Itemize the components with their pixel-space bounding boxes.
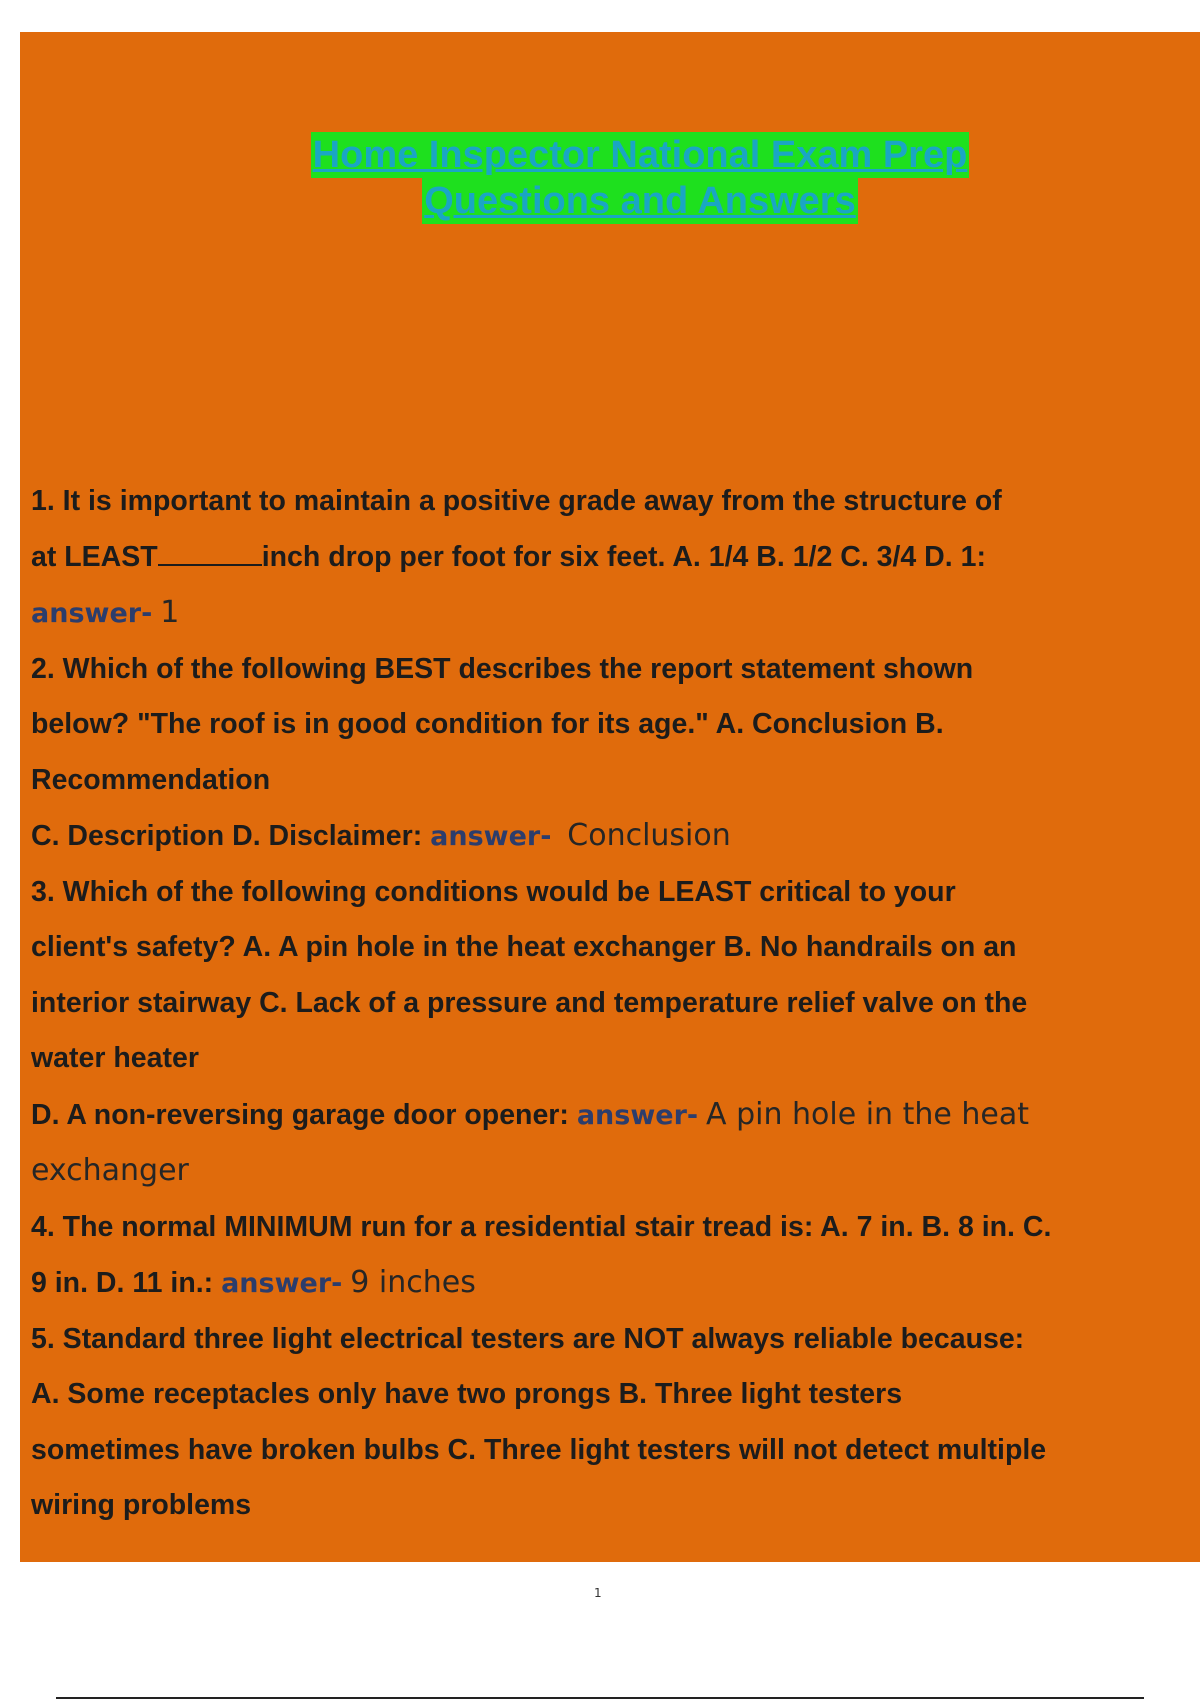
- q4-line-1: 4. The normal MINIMUM run for a residential stair tread is: A. 7 in. B. 8 in. C.: [31, 1210, 1052, 1243]
- q4-line-2-text: 9 in. D. 11 in.:: [31, 1267, 214, 1299]
- q3-line-3: interior stairway C. Lack of a pressure and temperature relief valve on the: [31, 986, 1028, 1019]
- q4-answer: 9 inches: [350, 1265, 476, 1300]
- page-number: 1: [594, 1586, 602, 1600]
- q1-line-2-before: at LEAST: [31, 540, 158, 573]
- q2-line-4: [31, 808, 1191, 865]
- q1-line-2: [31, 530, 1191, 586]
- orange-page-block: [20, 32, 1200, 1562]
- q3-line-4: water heater: [31, 1042, 199, 1074]
- q1-answer-line: [31, 585, 1191, 642]
- document-title: [20, 132, 1200, 224]
- q3-line-2: client's safety? A. A pin hole in the heat exchanger B. No handrails on an: [31, 931, 1017, 963]
- q2-line-2: below? "The roof is in good condition for its age." A. Conclusion B.: [31, 708, 944, 740]
- q5-line-2: A. Some receptacles only have two prongs B. Three light testers: [31, 1378, 903, 1410]
- q3-line-1: 3. Which of the following conditions would be LEAST critical to your: [31, 875, 956, 908]
- q2-line-4-text: C. Description D. Disclaimer:: [31, 820, 423, 852]
- q5-line-4: wiring problems: [31, 1489, 252, 1521]
- q2-line-3: Recommendation: [31, 763, 271, 796]
- title-line-1: Home Inspector National Exam Prep: [312, 134, 968, 176]
- q3-answer-part-1: A pin hole in the heat: [706, 1096, 1029, 1132]
- question-list: [31, 474, 1191, 1534]
- title-line-2: Questions and Answers: [424, 180, 856, 222]
- answer-label: answer-: [576, 1099, 699, 1131]
- q4-line-2: [31, 1255, 1191, 1312]
- answer-label: answer-: [221, 1268, 343, 1299]
- answer-label: answer-: [430, 821, 552, 852]
- q2-line-1: 2. Which of the following BEST describes the report statement shown: [31, 652, 974, 685]
- q2-answer: Conclusion: [567, 818, 731, 853]
- q3-answer-continued: [31, 1143, 1191, 1200]
- q1-line-2-after: inch drop per foot for six feet. A. 1/4 B. 1/2 C. 3/4 D. 1:: [261, 540, 986, 573]
- answer-label: answer-: [31, 598, 153, 629]
- q3-line-5-text: D. A non-reversing garage door opener:: [31, 1098, 569, 1131]
- q5-line-3: sometimes have broken bulbs C. Three light testers will not detect multiple: [31, 1433, 1047, 1466]
- q5-line-1: 5. Standard three light electrical testers are NOT always reliable because:: [31, 1322, 1025, 1355]
- q3-answer-part-2: exchanger: [31, 1153, 189, 1188]
- q1-answer: 1: [160, 595, 180, 630]
- footer-divider: [56, 1697, 1144, 1699]
- q3-line-5: [31, 1087, 1191, 1144]
- q1-answer-blank: [158, 540, 262, 566]
- q1-line-1: 1. It is important to maintain a positive grade away from the structure of: [31, 485, 1002, 517]
